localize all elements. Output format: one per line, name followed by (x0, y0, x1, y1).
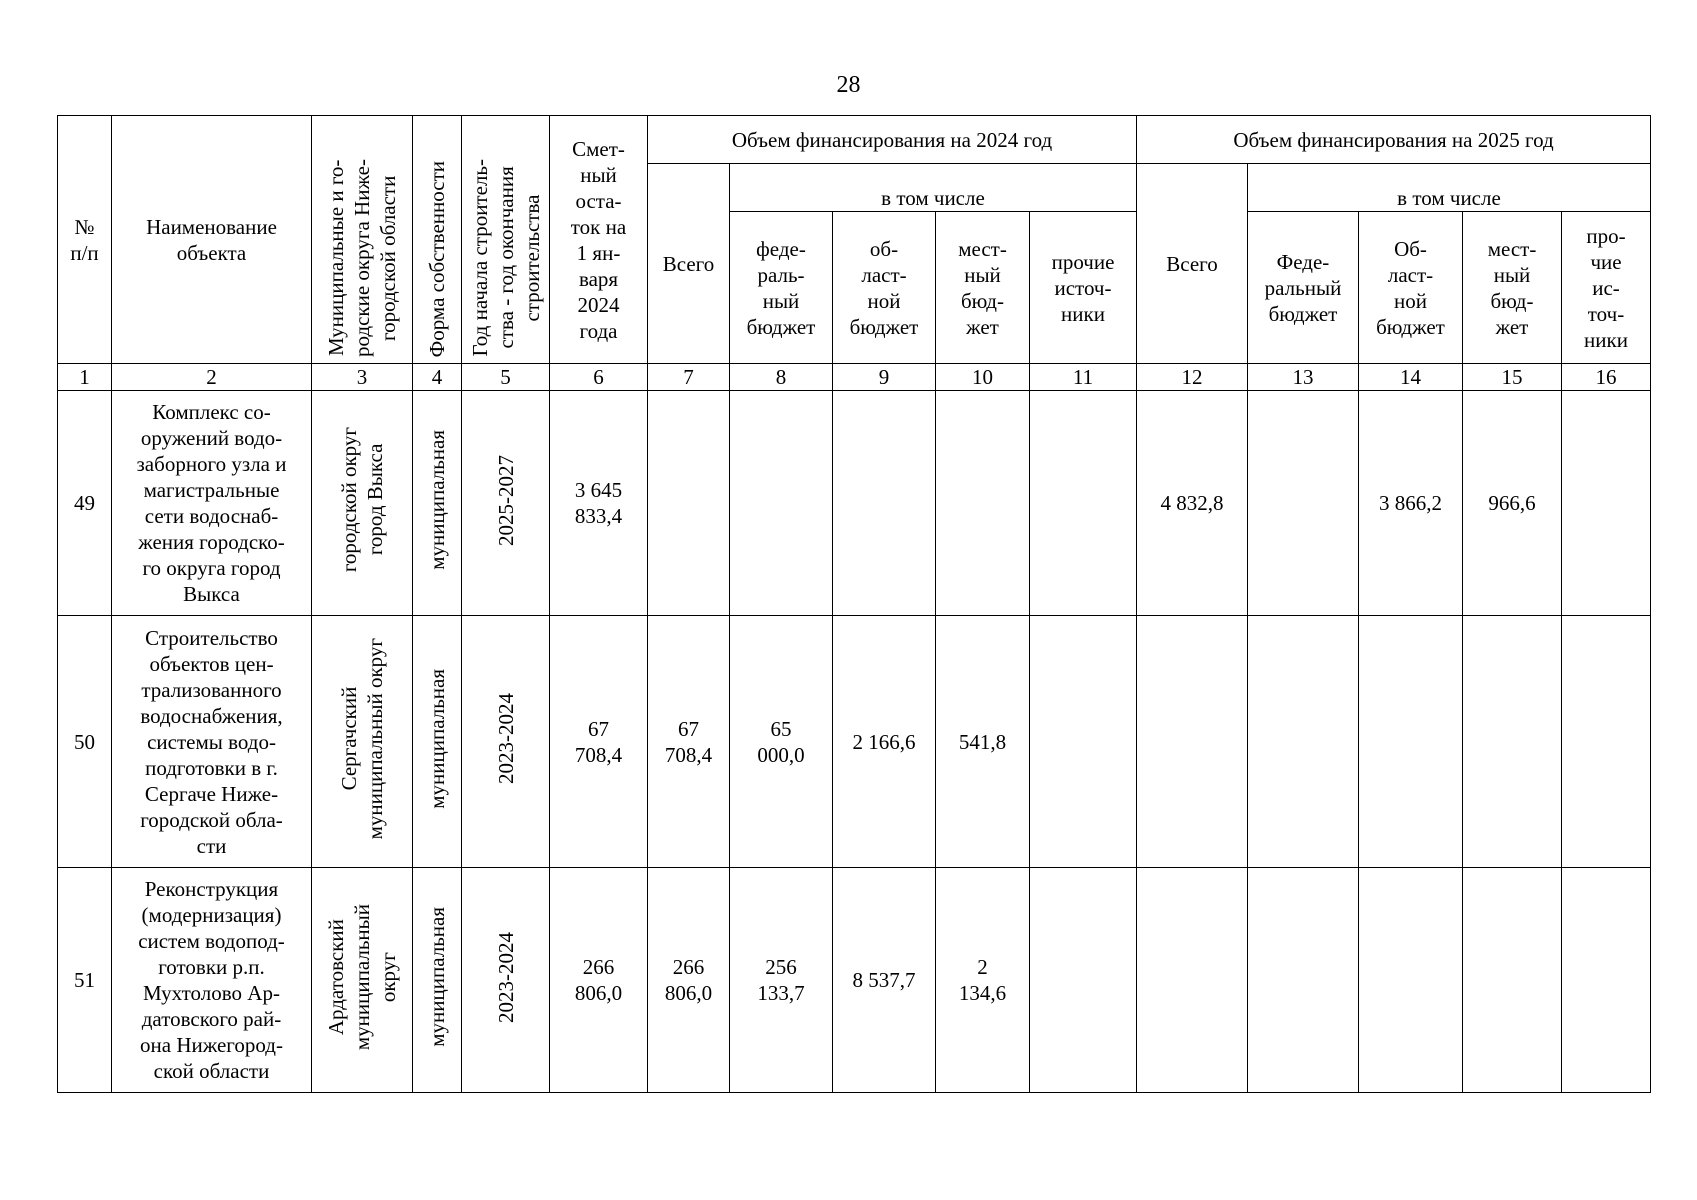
regional-2024 (833, 868, 936, 1093)
text-line: бюджет (746, 314, 816, 339)
text-line: ный (762, 288, 800, 313)
text-line: оста- (575, 188, 622, 213)
column-number: 1 (58, 364, 112, 391)
text-line: строительства (519, 194, 544, 322)
column-number: 10 (936, 364, 1030, 391)
estimated-remainder (550, 868, 648, 1093)
text-line: 2024 (577, 292, 620, 317)
text-line: бюджет (1268, 301, 1338, 326)
text-line: Строительство (145, 625, 278, 650)
text-line: ральный (1264, 275, 1342, 300)
row-number: 51 (58, 868, 112, 1093)
local-2024 (936, 616, 1030, 868)
text-line: варя (578, 266, 619, 291)
other-2025 (1562, 868, 1651, 1093)
header-loc-2024 (936, 212, 1030, 364)
text-line: подготовки в г. (145, 755, 278, 780)
construction-years: 2025-2027 (462, 391, 550, 616)
text-line: 541,8 (958, 729, 1007, 754)
regional-2025 (1359, 868, 1463, 1093)
header-loc-2025 (1463, 212, 1562, 364)
regional-2024 (833, 391, 936, 616)
column-number: 9 (833, 364, 936, 391)
text-line: Сергаче Ниже- (144, 781, 279, 806)
local-2025 (1463, 616, 1562, 868)
header-reg-2025 (1359, 212, 1463, 364)
text-line: ной (1394, 288, 1427, 313)
text-line: городской округ (337, 427, 361, 573)
text-line: раль- (757, 262, 805, 287)
text-line: Феде- (1276, 249, 1330, 274)
header-fed-2024 (730, 212, 833, 364)
text-line: Реконструкция (144, 877, 279, 901)
page-number: 28 (836, 72, 861, 98)
text-line: сети водоснаб- (144, 504, 279, 528)
header-col-years (462, 116, 550, 364)
header-fed-2025 (1248, 212, 1359, 364)
header-incl-2025: в том числе (1248, 164, 1651, 212)
local-2024 (936, 868, 1030, 1093)
total-2024 (648, 391, 730, 616)
text-line: готовки р.п. (158, 955, 265, 979)
text-line: заборного узла и (136, 452, 287, 476)
text-line: объекта (176, 240, 247, 265)
text-line: она Нижегород- (140, 1033, 283, 1057)
text-line: ники (1061, 301, 1105, 326)
text-line: 65 (770, 716, 792, 741)
column-number: 12 (1137, 364, 1248, 391)
header-col-ownership: Форма собственности (413, 116, 462, 364)
text-line: водоснабжения, (140, 703, 283, 728)
text-line: Мухтолово Ар- (143, 981, 280, 1005)
object-name (112, 868, 312, 1093)
text-line: ласт- (861, 262, 907, 287)
object-name (112, 391, 312, 616)
text-line: Муниципальные и го- (324, 159, 348, 357)
text-line: ный (580, 162, 617, 187)
text-line: феде- (756, 236, 806, 261)
text-line: 256 (765, 955, 797, 979)
text-line: 966,6 (1488, 491, 1536, 515)
other-2024 (1030, 616, 1137, 868)
text-line: муниципальный округ (363, 637, 387, 840)
text-line: 133,7 (757, 981, 805, 1005)
text-line: 266 (672, 955, 705, 979)
header-total-2025: Всего (1137, 164, 1248, 364)
local-2025 (1463, 391, 1562, 616)
text-line: городской обла- (140, 807, 283, 832)
header-oth-2024 (1030, 212, 1137, 364)
ownership: муниципальная (413, 616, 462, 868)
text-line: датовского рай- (141, 1007, 282, 1031)
financing-table (57, 115, 1651, 1093)
table-row (58, 616, 1651, 868)
other-2024 (1030, 391, 1137, 616)
text-line: 2 166,6 (852, 729, 916, 754)
text-line: муниципальный (350, 903, 374, 1051)
text-line: 67 (678, 716, 699, 741)
text-line: жет (1495, 314, 1529, 339)
text-line: 134,6 (958, 981, 1007, 1005)
estimated-remainder (550, 391, 648, 616)
table-row (58, 868, 1651, 1093)
federal-2025 (1248, 616, 1359, 868)
text-line: источ- (1054, 275, 1112, 300)
text-line: точ- (1587, 301, 1625, 326)
text-line: мест- (958, 236, 1007, 261)
ownership: муниципальная (413, 391, 462, 616)
column-number: 7 (648, 364, 730, 391)
text-line: про- (1586, 223, 1626, 248)
header-col-district (312, 116, 413, 364)
text-line: жет (966, 314, 999, 339)
text-line: го округа город (142, 556, 281, 580)
text-line: 806,0 (664, 981, 713, 1005)
local-2025 (1463, 868, 1562, 1093)
column-number: 16 (1562, 364, 1651, 391)
federal-2025 (1248, 868, 1359, 1093)
header-incl-2024: в том числе (730, 164, 1137, 212)
column-number: 11 (1030, 364, 1137, 391)
federal-2024 (730, 616, 833, 868)
text-line: системы водо- (147, 729, 276, 754)
text-line: ток на (570, 214, 627, 239)
text-line: систем водопод- (138, 929, 285, 953)
regional-2024 (833, 616, 936, 868)
district (312, 616, 413, 868)
text-line: 266 (582, 955, 615, 979)
text-line: Год начала строитель- (467, 159, 492, 357)
text-line: Наименование (146, 214, 277, 239)
text-line: округ (376, 951, 400, 1003)
header-col-name (112, 116, 312, 364)
federal-2024 (730, 868, 833, 1093)
text-line: Об- (1394, 236, 1427, 261)
column-number: 2 (112, 364, 312, 391)
header-reg-2024 (833, 212, 936, 364)
text-line: Выкса (183, 582, 240, 606)
text-line: ной (867, 288, 901, 313)
text-line: мест- (1487, 236, 1537, 261)
other-2025 (1562, 391, 1651, 616)
federal-2024 (730, 391, 833, 616)
text-line: (модернизация) (141, 903, 282, 927)
text-line: п/п (70, 240, 99, 265)
estimated-remainder (550, 616, 648, 868)
header-group-2025: Объем финансирования на 2025 год (1137, 116, 1651, 164)
header-group-2024: Объем финансирования на 2024 год (648, 116, 1137, 164)
text-line: город Выкса (363, 444, 387, 556)
header-col-remainder (550, 116, 648, 364)
text-line: 000,0 (757, 742, 805, 767)
column-number: 14 (1359, 364, 1463, 391)
column-number: 13 (1248, 364, 1359, 391)
text-line: бюд- (1490, 288, 1534, 313)
total-2025 (1137, 616, 1248, 868)
construction-years: 2023-2024 (462, 616, 550, 868)
text-line: жения городско- (138, 530, 285, 554)
text-line: объектов цен- (149, 651, 274, 676)
text-line: городской области (376, 175, 400, 341)
text-line: ской области (153, 1059, 270, 1083)
local-2024 (936, 391, 1030, 616)
total-2024 (648, 616, 730, 868)
column-number: 5 (462, 364, 550, 391)
text-line: 806,0 (574, 981, 623, 1005)
column-number: 4 (413, 364, 462, 391)
column-number: 3 (312, 364, 413, 391)
header-oth-2025 (1562, 212, 1651, 364)
text-line: 833,4 (574, 504, 623, 528)
other-2024 (1030, 868, 1137, 1093)
text-line: 3 645 (574, 478, 623, 502)
object-name (112, 616, 312, 868)
text-line: ства - год окончания (493, 167, 518, 350)
text-line: 8 537,7 (852, 968, 916, 992)
text-line: 67 (588, 716, 609, 741)
text-line: Смет- (572, 136, 625, 161)
text-line: ласт- (1387, 262, 1434, 287)
column-number: 15 (1463, 364, 1562, 391)
other-2025 (1562, 616, 1651, 868)
column-number: 6 (550, 364, 648, 391)
text-line: 4 832,8 (1160, 491, 1224, 515)
text-line: Ардатовский (324, 918, 348, 1036)
text-line: ный (964, 262, 1001, 287)
text-line: ис- (1592, 275, 1620, 300)
text-line: 708,4 (664, 742, 713, 767)
text-line: бюд- (961, 288, 1004, 313)
district (312, 391, 413, 616)
table-row (58, 391, 1651, 616)
text-line: № (74, 214, 95, 239)
text-line: трализованного (141, 677, 282, 702)
text-line: бюджет (849, 314, 919, 339)
text-line: магистральные (143, 478, 280, 502)
text-line: об- (869, 236, 899, 261)
regional-2025 (1359, 616, 1463, 868)
header-col-num (58, 116, 112, 364)
construction-years: 2023-2024 (462, 868, 550, 1093)
text-line: года (579, 318, 618, 343)
row-number: 50 (58, 616, 112, 868)
text-line: бюджет (1376, 314, 1445, 339)
district (312, 868, 413, 1093)
text-line: ники (1584, 327, 1628, 352)
text-line: прочие (1051, 249, 1115, 274)
text-line: 3 866,2 (1379, 491, 1442, 515)
total-2025 (1137, 391, 1248, 616)
text-line: Комплекс со- (152, 400, 271, 424)
text-line: чие (1590, 249, 1622, 274)
text-line: 2 (977, 955, 988, 979)
federal-2025 (1248, 391, 1359, 616)
text-line: оружений водо- (140, 426, 283, 450)
text-line: Сергачский (337, 686, 361, 791)
ownership: муниципальная (413, 868, 462, 1093)
column-number: 8 (730, 364, 833, 391)
text-line: 1 ян- (576, 240, 621, 265)
text-line: ный (1493, 262, 1531, 287)
total-2024 (648, 868, 730, 1093)
total-2025 (1137, 868, 1248, 1093)
text-line: 708,4 (574, 742, 623, 767)
column-numbers-row (58, 364, 1651, 391)
row-number: 49 (58, 391, 112, 616)
text-line: родские округа Ниже- (350, 159, 374, 357)
regional-2025 (1359, 391, 1463, 616)
text-line: сти (196, 833, 227, 858)
header-total-2024: Всего (648, 164, 730, 364)
